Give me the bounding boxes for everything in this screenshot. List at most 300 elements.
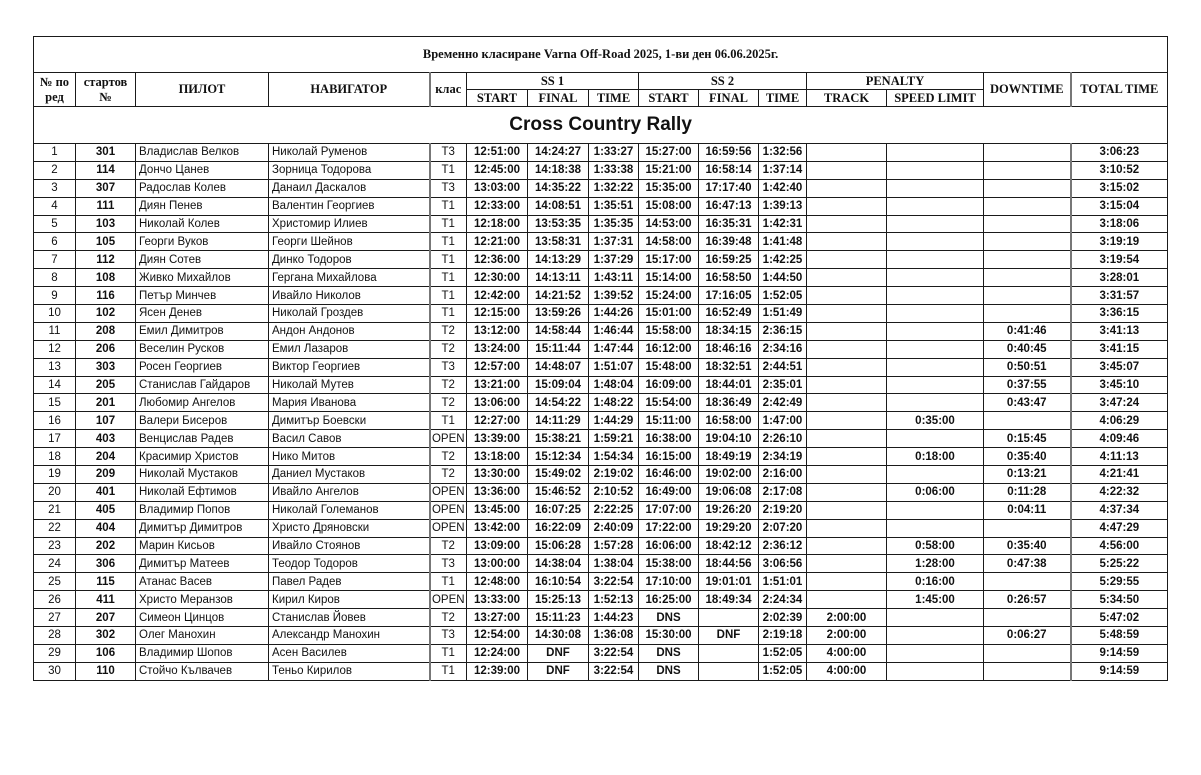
ss2-time-cell: 2:26:10	[759, 430, 807, 448]
ss2-start-cell: 17:10:00	[639, 573, 699, 591]
table-row	[34, 466, 1168, 484]
total-time-cell: 4:22:32	[1071, 483, 1168, 501]
penalty-track-cell	[807, 394, 887, 412]
penalty-speed-cell	[887, 430, 984, 448]
total-time-cell: 3:19:54	[1071, 251, 1168, 269]
pilot-cell: Георги Вуков	[136, 233, 269, 251]
total-time-cell: 3:10:52	[1071, 161, 1168, 179]
pilot-cell: Марин Кисьов	[136, 537, 269, 555]
navigator-cell: Павел Радев	[269, 573, 430, 591]
pilot-cell: Атанас Васев	[136, 573, 269, 591]
ss1-final-cell: DNF	[528, 662, 589, 680]
ss2-time-cell: 2:02:39	[759, 609, 807, 627]
penalty-track-cell	[807, 179, 887, 197]
penalty-speed-cell	[887, 287, 984, 305]
navigator-cell: Николай Гроздев	[269, 305, 430, 323]
ss2-start-cell: DNS	[639, 609, 699, 627]
ss2-final-cell: 18:36:49	[699, 394, 759, 412]
start-number-cell: 403	[76, 430, 136, 448]
ss1-time-cell: 1:32:22	[589, 179, 639, 197]
ss2-final-cell	[699, 662, 759, 680]
penalty-track-cell	[807, 573, 887, 591]
ss1-time-cell: 2:19:02	[589, 466, 639, 484]
ss1-final-cell: 14:18:38	[528, 161, 589, 179]
class-cell: OPEN	[430, 430, 467, 448]
penalty-speed-cell: 0:16:00	[887, 573, 984, 591]
total-time-cell: 3:45:07	[1071, 358, 1168, 376]
ss1-start-cell: 12:51:00	[467, 144, 528, 162]
ss1-time-cell: 1:59:21	[589, 430, 639, 448]
ss2-final-cell: 16:35:31	[699, 215, 759, 233]
ss1-start-cell: 12:42:00	[467, 287, 528, 305]
ss1-final-cell: 15:49:02	[528, 466, 589, 484]
ss1-start-cell: 13:24:00	[467, 340, 528, 358]
navigator-cell: Зорница Тодорова	[269, 161, 430, 179]
penalty-track-cell	[807, 537, 887, 555]
penalty-speed-cell: 1:28:00	[887, 555, 984, 573]
penalty-track-cell	[807, 466, 887, 484]
pilot-cell: Венцислав Радев	[136, 430, 269, 448]
ss1-start-cell: 13:03:00	[467, 179, 528, 197]
ss1-time-cell: 1:52:13	[589, 591, 639, 609]
penalty-track-cell	[807, 448, 887, 466]
ss1-time-cell: 2:10:52	[589, 483, 639, 501]
ss2-time-cell: 2:36:12	[759, 537, 807, 555]
position-cell: 3	[34, 179, 76, 197]
ss1-time-cell: 1:33:27	[589, 144, 639, 162]
start-number-cell: 202	[76, 537, 136, 555]
ss2-time-cell: 1:39:13	[759, 197, 807, 215]
ss1-final-cell: 16:07:25	[528, 501, 589, 519]
downtime-cell	[984, 305, 1071, 323]
start-number-cell: 111	[76, 197, 136, 215]
start-number-cell: 301	[76, 144, 136, 162]
penalty-speed-cell	[887, 144, 984, 162]
penalty-speed-cell	[887, 609, 984, 627]
total-time-cell: 5:29:55	[1071, 573, 1168, 591]
total-time-cell: 9:14:59	[1071, 662, 1168, 680]
navigator-cell: Николай Руменов	[269, 144, 430, 162]
class-cell: T1	[430, 662, 467, 680]
position-cell: 28	[34, 627, 76, 645]
ss1-final-cell: 15:46:52	[528, 483, 589, 501]
ss2-time-cell: 1:42:40	[759, 179, 807, 197]
navigator-cell: Виктор Георгиев	[269, 358, 430, 376]
penalty-speed-cell	[887, 269, 984, 287]
start-number-cell: 116	[76, 287, 136, 305]
penalty-speed-cell: 0:58:00	[887, 537, 984, 555]
ss2-time-cell: 1:51:01	[759, 573, 807, 591]
ss2-time-cell: 2:19:18	[759, 627, 807, 645]
total-time-cell: 4:37:34	[1071, 501, 1168, 519]
total-time-cell: 5:34:50	[1071, 591, 1168, 609]
downtime-cell	[984, 412, 1071, 430]
table-row	[34, 287, 1168, 305]
total-time-cell: 3:36:15	[1071, 305, 1168, 323]
penalty-track-cell	[807, 322, 887, 340]
navigator-cell: Кирил Киров	[269, 591, 430, 609]
penalty-track-cell	[807, 340, 887, 358]
document-title: Временно класиране Varna Off-Road 2025, 1-ви ден 06.06.2025г.	[34, 37, 1168, 73]
ss2-start-cell: 15:24:00	[639, 287, 699, 305]
ss1-final-cell: 15:25:13	[528, 591, 589, 609]
table-row	[34, 376, 1168, 394]
position-cell: 17	[34, 430, 76, 448]
ss1-time-cell: 1:48:22	[589, 394, 639, 412]
penalty-speed-cell	[887, 466, 984, 484]
ss2-start-cell: 16:38:00	[639, 430, 699, 448]
penalty-track-cell	[807, 483, 887, 501]
class-cell: T1	[430, 251, 467, 269]
ss2-final-cell: 17:16:05	[699, 287, 759, 305]
ss1-start-cell: 12:27:00	[467, 412, 528, 430]
pilot-cell: Николай Мустаков	[136, 466, 269, 484]
table-row	[34, 537, 1168, 555]
ss2-start-cell: 16:46:00	[639, 466, 699, 484]
class-cell: T1	[430, 287, 467, 305]
position-cell: 15	[34, 394, 76, 412]
ss2-time-cell: 2:35:01	[759, 376, 807, 394]
table-row	[34, 519, 1168, 537]
ss2-start-cell: 15:54:00	[639, 394, 699, 412]
ss1-start-cell: 13:09:00	[467, 537, 528, 555]
ss1-start-cell: 12:15:00	[467, 305, 528, 323]
results-sheet	[33, 36, 1167, 681]
navigator-cell: Христо Дряновски	[269, 519, 430, 537]
ss2-start-cell: 17:07:00	[639, 501, 699, 519]
penalty-speed-cell	[887, 322, 984, 340]
ss2-time-cell: 2:19:20	[759, 501, 807, 519]
table-row	[34, 609, 1168, 627]
table-row	[34, 215, 1168, 233]
ss1-start-cell: 12:36:00	[467, 251, 528, 269]
total-time-cell: 5:47:02	[1071, 609, 1168, 627]
downtime-cell	[984, 197, 1071, 215]
downtime-cell: 0:43:47	[984, 394, 1071, 412]
ss1-final-cell: 14:11:29	[528, 412, 589, 430]
total-time-cell: 3:15:04	[1071, 197, 1168, 215]
ss1-start-cell: 12:57:00	[467, 358, 528, 376]
ss2-final-cell: 19:06:08	[699, 483, 759, 501]
header-ss1-time: TIME	[589, 90, 639, 107]
ss1-final-cell: 14:21:52	[528, 287, 589, 305]
penalty-track-cell: 4:00:00	[807, 644, 887, 662]
ss1-time-cell: 1:46:44	[589, 322, 639, 340]
penalty-speed-cell	[887, 340, 984, 358]
ss1-start-cell: 13:30:00	[467, 466, 528, 484]
ss2-final-cell	[699, 609, 759, 627]
ss2-time-cell: 1:52:05	[759, 644, 807, 662]
penalty-track-cell	[807, 197, 887, 215]
ss1-time-cell: 1:51:07	[589, 358, 639, 376]
start-number-cell: 307	[76, 179, 136, 197]
ss2-time-cell: 2:24:34	[759, 591, 807, 609]
downtime-cell	[984, 573, 1071, 591]
header-total-time: TOTAL TIME	[1071, 73, 1168, 107]
ss2-start-cell: 15:58:00	[639, 322, 699, 340]
start-number-cell: 405	[76, 501, 136, 519]
downtime-cell	[984, 269, 1071, 287]
total-time-cell: 9:14:59	[1071, 644, 1168, 662]
class-cell: T2	[430, 376, 467, 394]
header-penalty-speed-limit: SPEED LIMIT	[887, 90, 984, 107]
start-number-cell: 302	[76, 627, 136, 645]
penalty-track-cell	[807, 287, 887, 305]
ss1-final-cell: 14:48:07	[528, 358, 589, 376]
ss1-final-cell: 14:13:11	[528, 269, 589, 287]
ss2-final-cell: 16:59:56	[699, 144, 759, 162]
penalty-track-cell	[807, 161, 887, 179]
ss2-final-cell: 16:59:25	[699, 251, 759, 269]
ss2-start-cell: 15:27:00	[639, 144, 699, 162]
ss2-time-cell: 2:36:15	[759, 322, 807, 340]
ss2-start-cell: DNS	[639, 644, 699, 662]
position-cell: 18	[34, 448, 76, 466]
position-cell: 11	[34, 322, 76, 340]
header-class: клас	[430, 73, 467, 107]
navigator-cell: Емил Лазаров	[269, 340, 430, 358]
table-row	[34, 394, 1168, 412]
ss2-start-cell: 15:35:00	[639, 179, 699, 197]
ss2-start-cell: 16:15:00	[639, 448, 699, 466]
ss2-final-cell: 19:04:10	[699, 430, 759, 448]
position-cell: 13	[34, 358, 76, 376]
downtime-cell	[984, 287, 1071, 305]
total-time-cell: 5:25:22	[1071, 555, 1168, 573]
position-cell: 14	[34, 376, 76, 394]
header-start-number-line1: стартов	[83, 74, 128, 89]
penalty-track-cell	[807, 215, 887, 233]
header-position-line2: ред	[45, 89, 64, 104]
total-time-cell: 4:21:41	[1071, 466, 1168, 484]
class-cell: T2	[430, 394, 467, 412]
header-ss1: SS 1	[467, 73, 639, 90]
penalty-speed-cell	[887, 358, 984, 376]
ss2-start-cell: 15:38:00	[639, 555, 699, 573]
ss2-start-cell: 15:08:00	[639, 197, 699, 215]
ss1-final-cell: 14:35:22	[528, 179, 589, 197]
total-time-cell: 3:19:19	[1071, 233, 1168, 251]
pilot-cell: Петър Минчев	[136, 287, 269, 305]
header-ss2: SS 2	[639, 73, 807, 90]
ss2-final-cell: 16:52:49	[699, 305, 759, 323]
header-downtime: DOWNTIME	[984, 73, 1071, 107]
class-cell: T1	[430, 161, 467, 179]
ss2-final-cell: 18:34:15	[699, 322, 759, 340]
ss2-start-cell: 14:53:00	[639, 215, 699, 233]
penalty-speed-cell: 0:35:00	[887, 412, 984, 430]
ss1-time-cell: 3:22:54	[589, 662, 639, 680]
position-cell: 30	[34, 662, 76, 680]
position-cell: 9	[34, 287, 76, 305]
start-number-cell: 102	[76, 305, 136, 323]
position-cell: 7	[34, 251, 76, 269]
ss1-time-cell: 1:48:04	[589, 376, 639, 394]
pilot-cell: Владимир Попов	[136, 501, 269, 519]
start-number-cell: 108	[76, 269, 136, 287]
ss1-start-cell: 12:39:00	[467, 662, 528, 680]
navigator-cell: Андон Андонов	[269, 322, 430, 340]
ss1-time-cell: 1:35:35	[589, 215, 639, 233]
ss2-start-cell: 15:21:00	[639, 161, 699, 179]
ss2-final-cell: 16:58:50	[699, 269, 759, 287]
pilot-cell: Симеон Цинцов	[136, 609, 269, 627]
ss1-time-cell: 1:54:34	[589, 448, 639, 466]
ss2-time-cell: 2:17:08	[759, 483, 807, 501]
total-time-cell: 3:45:10	[1071, 376, 1168, 394]
ss1-time-cell: 1:37:31	[589, 233, 639, 251]
penalty-track-cell: 2:00:00	[807, 609, 887, 627]
table-row	[34, 358, 1168, 376]
ss1-final-cell: 15:38:21	[528, 430, 589, 448]
pilot-cell: Радослав Колев	[136, 179, 269, 197]
penalty-track-cell: 2:00:00	[807, 627, 887, 645]
ss2-time-cell: 1:41:48	[759, 233, 807, 251]
table-row	[34, 591, 1168, 609]
downtime-cell: 0:04:11	[984, 501, 1071, 519]
pilot-cell: Дончо Цанев	[136, 161, 269, 179]
ss1-final-cell: 13:58:31	[528, 233, 589, 251]
ss1-start-cell: 13:06:00	[467, 394, 528, 412]
ss1-final-cell: 13:53:35	[528, 215, 589, 233]
ss1-start-cell: 13:21:00	[467, 376, 528, 394]
penalty-speed-cell	[887, 251, 984, 269]
position-cell: 10	[34, 305, 76, 323]
table-row	[34, 555, 1168, 573]
start-number-cell: 303	[76, 358, 136, 376]
ss1-start-cell: 13:33:00	[467, 591, 528, 609]
header-pilot: ПИЛОТ	[136, 73, 269, 107]
ss2-start-cell: 15:30:00	[639, 627, 699, 645]
position-cell: 5	[34, 215, 76, 233]
ss2-final-cell: 19:26:20	[699, 501, 759, 519]
ss2-time-cell: 2:16:00	[759, 466, 807, 484]
ss1-final-cell: 14:30:08	[528, 627, 589, 645]
ss2-start-cell: 16:12:00	[639, 340, 699, 358]
position-cell: 6	[34, 233, 76, 251]
pilot-cell: Диян Пенев	[136, 197, 269, 215]
table-row	[34, 483, 1168, 501]
ss2-start-cell: 16:49:00	[639, 483, 699, 501]
header-position	[34, 73, 76, 107]
start-number-cell: 106	[76, 644, 136, 662]
navigator-cell: Николай Големанов	[269, 501, 430, 519]
ss2-start-cell: 16:09:00	[639, 376, 699, 394]
header-ss1-start: START	[467, 90, 528, 107]
ss1-final-cell: 15:12:34	[528, 448, 589, 466]
ss1-time-cell: 2:22:25	[589, 501, 639, 519]
penalty-track-cell	[807, 591, 887, 609]
start-number-cell: 206	[76, 340, 136, 358]
penalty-speed-cell	[887, 233, 984, 251]
pilot-cell: Димитър Димитров	[136, 519, 269, 537]
penalty-track-cell	[807, 519, 887, 537]
class-cell: T3	[430, 555, 467, 573]
ss1-time-cell: 1:44:29	[589, 412, 639, 430]
start-number-cell: 306	[76, 555, 136, 573]
navigator-cell: Христомир Илиев	[269, 215, 430, 233]
header-ss2-start: START	[639, 90, 699, 107]
downtime-cell	[984, 662, 1071, 680]
penalty-speed-cell	[887, 519, 984, 537]
downtime-cell: 0:37:55	[984, 376, 1071, 394]
ss1-time-cell: 1:47:44	[589, 340, 639, 358]
pilot-cell: Живко Михайлов	[136, 269, 269, 287]
downtime-cell: 0:26:57	[984, 591, 1071, 609]
header-penalty-track: TRACK	[807, 90, 887, 107]
ss2-final-cell: 16:39:48	[699, 233, 759, 251]
ss1-time-cell: 3:22:54	[589, 644, 639, 662]
position-cell: 12	[34, 340, 76, 358]
table-row	[34, 448, 1168, 466]
ss1-start-cell: 12:21:00	[467, 233, 528, 251]
ss2-start-cell: 15:11:00	[639, 412, 699, 430]
ss2-time-cell: 1:37:14	[759, 161, 807, 179]
header-navigator: НАВИГАТОР	[269, 73, 430, 107]
table-row	[34, 573, 1168, 591]
class-cell: T3	[430, 627, 467, 645]
ss2-start-cell: DNS	[639, 662, 699, 680]
ss2-final-cell: 16:58:14	[699, 161, 759, 179]
pilot-cell: Диян Сотев	[136, 251, 269, 269]
total-time-cell: 3:47:24	[1071, 394, 1168, 412]
ss2-time-cell: 2:34:19	[759, 448, 807, 466]
class-cell: T1	[430, 215, 467, 233]
ss1-start-cell: 12:48:00	[467, 573, 528, 591]
penalty-speed-cell	[887, 662, 984, 680]
ss1-time-cell: 2:40:09	[589, 519, 639, 537]
ss2-time-cell: 1:51:49	[759, 305, 807, 323]
table-row	[34, 233, 1168, 251]
ss1-time-cell: 1:44:23	[589, 609, 639, 627]
pilot-cell: Емил Димитров	[136, 322, 269, 340]
navigator-cell: Ивайло Ангелов	[269, 483, 430, 501]
ss1-start-cell: 12:54:00	[467, 627, 528, 645]
ss1-time-cell: 1:39:52	[589, 287, 639, 305]
ss2-final-cell: 16:58:00	[699, 412, 759, 430]
start-number-cell: 209	[76, 466, 136, 484]
ss2-time-cell: 1:42:31	[759, 215, 807, 233]
penalty-speed-cell	[887, 197, 984, 215]
downtime-cell: 0:13:21	[984, 466, 1071, 484]
table-row	[34, 627, 1168, 645]
ss2-start-cell: 15:48:00	[639, 358, 699, 376]
total-time-cell: 3:15:02	[1071, 179, 1168, 197]
ss1-start-cell: 12:33:00	[467, 197, 528, 215]
penalty-track-cell	[807, 305, 887, 323]
downtime-cell: 0:15:45	[984, 430, 1071, 448]
class-cell: OPEN	[430, 519, 467, 537]
navigator-cell: Асен Василев	[269, 644, 430, 662]
total-time-cell: 3:06:23	[1071, 144, 1168, 162]
start-number-cell: 103	[76, 215, 136, 233]
position-cell: 24	[34, 555, 76, 573]
penalty-speed-cell	[887, 305, 984, 323]
ss2-final-cell: 19:29:20	[699, 519, 759, 537]
class-cell: T2	[430, 466, 467, 484]
start-number-cell: 208	[76, 322, 136, 340]
pilot-cell: Николай Колев	[136, 215, 269, 233]
ss2-time-cell: 2:07:20	[759, 519, 807, 537]
downtime-cell	[984, 251, 1071, 269]
table-row	[34, 251, 1168, 269]
ss1-start-cell: 13:42:00	[467, 519, 528, 537]
position-cell: 4	[34, 197, 76, 215]
ss1-start-cell: 13:45:00	[467, 501, 528, 519]
ss1-final-cell: 13:59:26	[528, 305, 589, 323]
ss2-final-cell: 18:46:16	[699, 340, 759, 358]
penalty-speed-cell	[887, 644, 984, 662]
